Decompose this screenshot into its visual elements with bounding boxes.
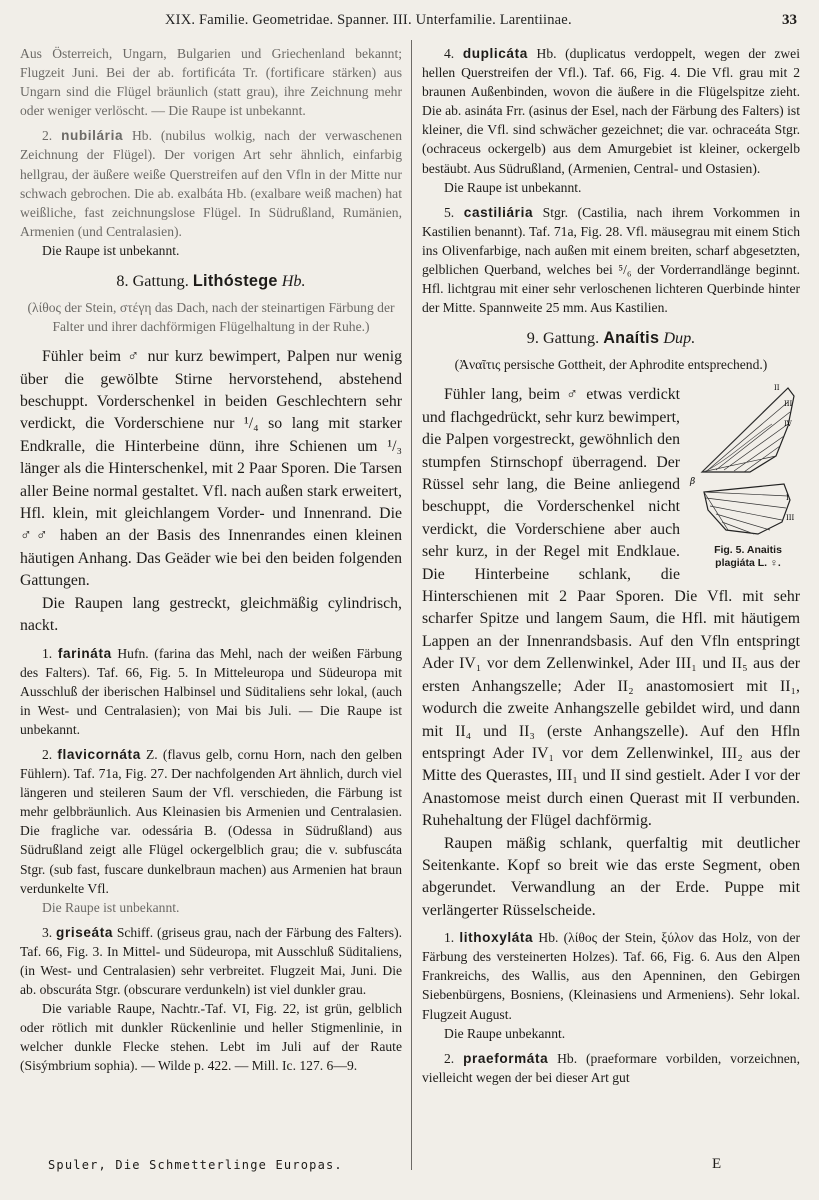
species-entry — [422, 1049, 800, 1087]
genus-name: Anaítis — [603, 329, 660, 348]
figure-caption-line: Fig. 5. Anaitis — [714, 544, 782, 557]
species-entry — [20, 126, 402, 241]
genus-etymology: (λίθος der Stein, στέγη das Dach, nach der steinartigen Färbung der Falter und ihrer dachförmigen Flügelhaltung in der Ruhe.) — [27, 300, 395, 335]
genus-author: Hb. — [277, 272, 306, 291]
left-column — [20, 44, 402, 1076]
species-text: Hb. (praeformare vorbilden, vorzeichnen, vielleicht wegen der bei dieser Art gut — [422, 1050, 800, 1085]
species-name: castiliária — [463, 204, 534, 220]
species-name: praeformáta — [463, 1050, 549, 1066]
genus-raupen: Die Raupen lang gestreckt, gleichmäßig cylindrisch, nackt. — [20, 594, 402, 635]
species-name: duplicáta — [462, 46, 528, 61]
wing-venation-figure — [688, 380, 800, 576]
species-text: Stgr. (Castilia, nach ihrem Vorkommen in Kastilien benannt). Taf. 71a, Fig. 28. Vfl. mäusegrau mit einem Stich ins Olivenfarbige, nach außen mit einem breiten, scharf abgesetzten, gelblichen Querband, welches bei ⁵/₆ der Vorderrandlänge beginnt. Hfl. lichtgrau mit einer sehr verloschenen lichteren Querbinde hinter der Mitte. Spannweite 25 mm. Aus Kastilien. — [422, 204, 800, 316]
svg-text:IV: IV — [784, 420, 792, 429]
genus-prefix: 9. Gattung. — [526, 329, 600, 348]
genus-description: Fühler beim ♂ nur kurz bewimpert, Palpen nur wenig über die gewölbte Stirne hervorstehend, abstehend beschuppt. Vorderschenkel in beiden Geschlechtern sehr verdickt, die Vorderschiene nur ¹/₄ so lang mit starker Endkralle, die Hinterbeine dünn, ihre Schienen um ¹/₃ länger als die Hinterschenkel, mit 2 Paar Sporen. Die Tarsen aller Beine normal gestaltet. Vfl. nach außen stark erweitert, Hfl. klein, mit gleichlangem Vorder- und Innenrand. Die ♂♂ haben an der Basis des Innenrandes einen kleinen häutigen Anhang. Das Geäder wie bei den beiden folgenden Gattungen. — [20, 348, 402, 590]
species-name: farináta — [57, 645, 112, 661]
species-number: 1. — [444, 930, 455, 946]
column-divider — [411, 40, 412, 1170]
genus-heading — [20, 270, 402, 292]
species-name: flavicornáta — [57, 746, 141, 762]
genus-description: Fühler lang, beim ♂ etwas verdickt und flachgedrückt, sehr kurz bewimpert, die Palpen vorgestreckt, gewöhnlich den stumpfen Stirnschopf überragend. Der Rüssel sehr lang, die Beine anliegend beschuppt, die Vorderschenkel nicht verdickt, die Vorderschiene aber auch sehr kurz, in der Regel mit Endklaue. Die Hinterbeine schlank, die Hinterschienen mit 2 Paar Sporen. Die Vfl. mit sehr scharfer Spitze und langem Saum, die Hfl. mit häutigem Lappen an der Innenrandsbasis. Auf den Vfln entspringt Ader IV₁ vor dem Zellenwinkel, Ader III₁ und II₅ aus der ersten Anhangszelle; Ader II₂ anastomosiert mit II₁, wodurch die zweite Anhangszelle gebildet wird, und dann mit II₄ und II₃ (erste Anhangszelle). Auf den Hfln entspringt Ader IV₁ vor dem Zellenwinkel, III₂ aus der Mitte des Querastes, III₁ und II sind gestielt. Ader I vor der Anastomose meist durch einen Querast mit II verbunden. Ruhehaltung der Flügel dachförmig. — [422, 386, 800, 830]
svg-text:β: β — [690, 477, 696, 488]
species-name: nubilária — [61, 128, 124, 144]
genus-prefix: 8. Gattung. — [116, 272, 189, 291]
raupe-note: Die Raupe ist unbekannt. — [42, 899, 180, 915]
page-number: 33 — [782, 12, 797, 28]
species-entry — [20, 644, 402, 739]
figure-caption-line: plagiáta L. ♀. — [715, 557, 781, 570]
printer-signature: Spuler, Die Schmetterlinge Europas. — [48, 1158, 343, 1172]
species-number: 2. — [444, 1050, 455, 1066]
species-number: 1. — [42, 645, 53, 661]
right-column — [422, 44, 800, 1087]
figure-caption — [694, 544, 802, 570]
species-entry — [422, 928, 800, 1023]
species-number: 4. — [444, 46, 455, 61]
species-number: 2. — [42, 746, 53, 762]
species-number: 3. — [42, 924, 53, 940]
raupe-note: Die Raupe ist unbekannt. — [42, 242, 180, 258]
wing-venation-icon — [688, 380, 800, 546]
genus-name: Lithóstege — [192, 272, 278, 291]
running-title: XIX. Familie. Geometridae. Spanner. III. Unterfamilie. Larentiinae. — [165, 12, 572, 28]
species-number: 2. — [42, 128, 53, 144]
genus-etymology: (Ἀναῖτις persische Gottheit, der Aphrodite entsprechend.) — [454, 357, 768, 373]
svg-text:I: I — [786, 494, 789, 503]
running-header — [0, 8, 819, 34]
species-text: Z. (flavus gelb, cornu Horn, nach den gelben Fühlern). Taf. 71a, Fig. 27. Der nachfolgenden Art ähnlich, durch viel längeren und steileren Saum der Vfl. verschieden, die Färbung ist mehr gelbbräunlich. Aus Kleinasien bis Armenien und Centralasien. Die fragliche var. odessária B. (Odessa in Südrußland) aus Südrußland zeigt alle Flügel ockergelblich grau; die v. subfuscáta Stgr. (sub fast, fuscare dunkelbraun machen) aus Armenien hat braun verdunkelte Vfl. — [20, 746, 402, 896]
svg-text:III: III — [786, 514, 795, 523]
species-text: Hb. (nubilus wolkig, nach der verwaschenen Zeichnung der Flügel). Der vorigen Art sehr ähnlich, einfarbig hellgrau, der äußere weiße Querstreifen auf den Vfln in der Mitte nur schwach gebrochen. Die ab. exalbáta Hb. (exalbare weiß machen) hat weißliche, fast zeichnungslose Flügel. In Südrußland, Rumänien, Armenien (und Centralasien). — [20, 128, 402, 239]
genus-raupen: Raupen mäßig schlank, querfaltig mit deutlicher Seitenkante. Kopf so breit wie das erste Segment, oben abgerundet. Verwandlung an der Erde. Puppe mit verlängerter Rüsselscheide. — [422, 834, 800, 919]
species-entry — [422, 203, 800, 318]
paragraph-continuation: Aus Österreich, Ungarn, Bulgarien und Griechenland bekannt; Flugzeit Juni. Bei der ab. fortificáta Tr. (fortificare stärken) aus Ungarn sind die Flügel bräunlich (statt grau), ihre Zeichnung mehr oder weniger verlöscht. — Die Raupe ist unbekannt. — [20, 46, 402, 119]
species-text: Hb. (duplicatus verdoppelt, wegen der zwei hellen Querstreifen der Vfl.). Taf. 66, Fig. 4. Die Vfl. grau mit 2 braunen Außenbinden, wovon die äußere in die Flügelspitze zieht. Die ab. asináta Frr. (asinus der Esel, nach der Färbung des Falters) ist kleiner, die Vfl. sind schwächer gezeichnet; die var. ochraceáta Stgr. (ochraceus ockergelb) aus dem Amurgebiet ist kleiner, ockergelb bestäubt. Aus Südrußland, (Armenien, Central- und Ostasien). — [422, 46, 800, 176]
species-entry — [20, 923, 402, 999]
svg-text:II: II — [774, 384, 780, 393]
species-name: griseáta — [56, 924, 113, 940]
genus-author: Dup. — [659, 329, 696, 348]
raupe-note: Die Raupe ist unbekannt. — [444, 179, 582, 195]
sheet-mark: E — [712, 1156, 722, 1172]
genus-heading — [422, 327, 800, 349]
raupe-note: Die variable Raupe, Nachtr.-Taf. VI, Fig. 22, ist grün, gelblich oder rötlich mit dunkler Rückenlinie und heller Stigmenlinie, in welcher dunkle Flecke stehen. Lebt im Juli auf der Raute (Sisýmbrium sophia). — Wilde p. 422. — Mill. Ic. 127. 6—9. — [20, 1001, 402, 1074]
species-text: Hb. (λίθος der Stein, ξύλον das Holz, von der Färbung des versteinerten Holzes). Taf. 66, Fig. 6. Aus den Alpen Frankreichs, des Wallis, aus den Apenninen, den Gebirgen Siebenbürgens, Bosniens, (Kleinasiens und Armeniens). Sehr lokal. Flugzeit August. — [422, 930, 801, 1022]
species-number: 5. — [444, 204, 455, 220]
species-entry — [422, 44, 800, 178]
raupe-note: Die Raupe unbekannt. — [444, 1025, 566, 1041]
species-text: Schiff. (griseus grau, nach der Färbung des Falters). Taf. 66, Fig. 3. In Mittel- und Südeuropa, mit Ausschluß Süditaliens, (in West- und Centralasien) sehr verbreitet. Flugzeit Mai, Juni. Die ab. obscuráta Stgr. (obscurare verdunkeln) ist viel dunkler grau. — [20, 924, 402, 998]
species-entry — [20, 745, 402, 898]
species-text: Hufn. (farina das Mehl, nach der weißen Färbung des Falters). Taf. 66, Fig. 5. In Mitteleuropa und Südeuropa mit Ausschluß der iberischen Halbinsel und Süditaliens sehr lokal, (auch in West- und Centralasien); von Mai bis Juli. — Die Raupe ist unbekannt. — [20, 645, 402, 737]
species-name: lithoxyláta — [459, 930, 534, 946]
svg-text:III: III — [784, 400, 793, 409]
